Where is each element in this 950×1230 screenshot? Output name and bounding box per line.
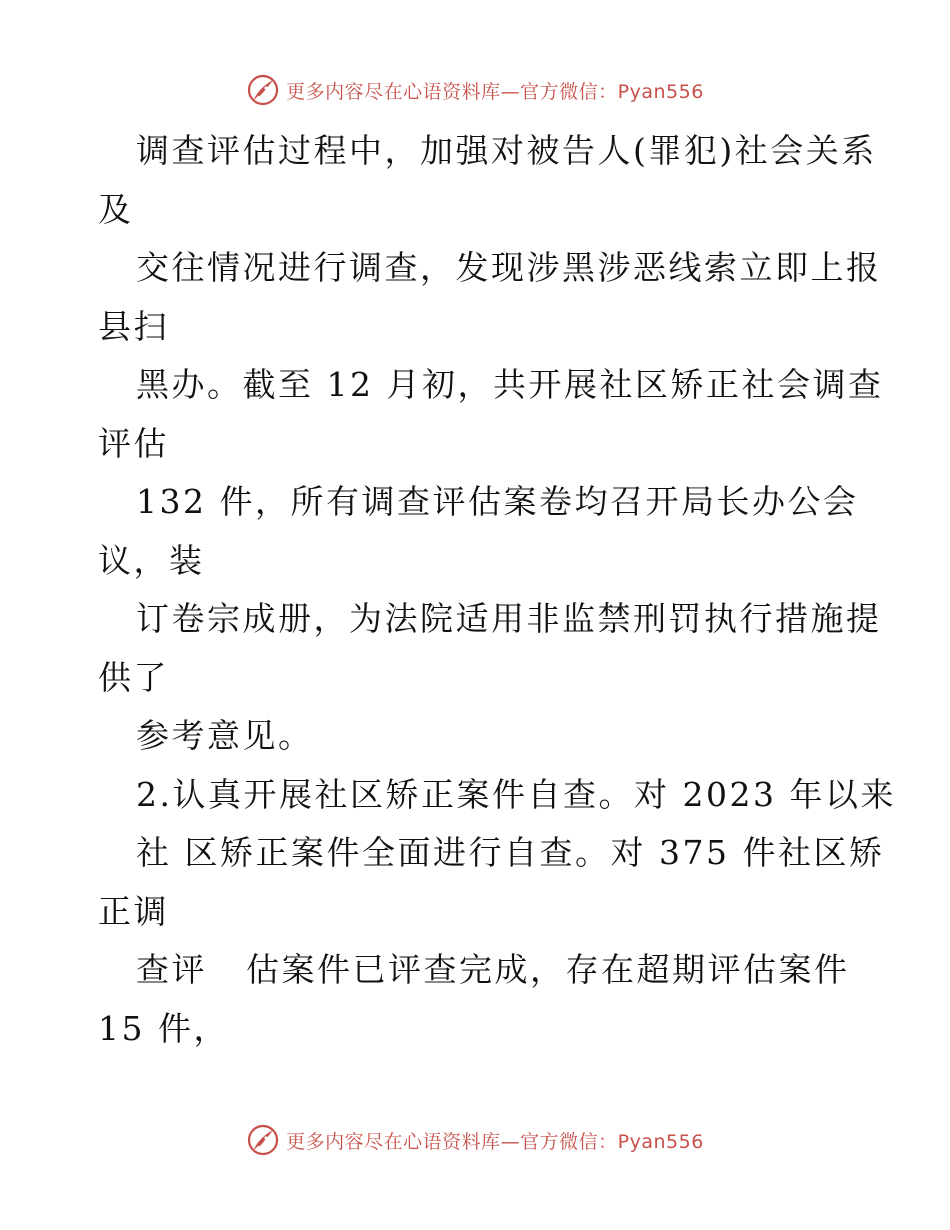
text-line: 订卷宗成册，为法院适用非监禁刑罚执行措施提 xyxy=(136,599,882,638)
text-line: 调查评估过程中，加强对被告人(罪犯)社会关系 xyxy=(136,131,877,170)
header-watermark xyxy=(0,72,950,108)
watermark-label: 更多内容尽在心语资料库—官方微信： xyxy=(286,1130,618,1153)
text-line: 参考意见。 xyxy=(136,716,314,755)
watermark-text xyxy=(286,77,704,104)
watermark-wechat-id: Pyan556 xyxy=(617,80,704,103)
watermark-label: 更多内容尽在心语资料库—官方微信： xyxy=(286,80,618,103)
text-line: 15 件， xyxy=(98,1008,229,1048)
footer-watermark xyxy=(0,1122,950,1158)
text-line: 交往情况进行调查，发现涉黑涉恶线索立即上报 xyxy=(136,248,882,287)
text-line: 县扫 xyxy=(98,306,169,346)
text-line: 评估 xyxy=(98,423,169,463)
text-line: 查评 估案件已评查完成，存在超期评估案件 xyxy=(136,950,850,989)
watermark-text xyxy=(286,1127,704,1154)
text-line: 正调 xyxy=(98,891,169,931)
text-line: 供了 xyxy=(98,657,169,697)
text-line: 黑办。截至 12 月初，共开展社区矫正社会调查 xyxy=(136,365,884,404)
watermark-wechat-id: Pyan556 xyxy=(617,1130,704,1153)
pen-logo-icon xyxy=(246,73,280,107)
pen-logo-icon xyxy=(246,1123,280,1157)
text-line: 社 区矫正案件全面进行自查。对 375 件社区矫 xyxy=(136,833,885,872)
document-body xyxy=(98,122,896,1058)
text-line: 2.认真开展社区矫正案件自查。对 2023 年以来 xyxy=(136,774,896,814)
text-line: 及 xyxy=(98,189,134,229)
text-line: 132 件，所有调查评估案卷均召开局长办公会 xyxy=(136,482,859,521)
text-line: 议，装 xyxy=(98,540,205,580)
